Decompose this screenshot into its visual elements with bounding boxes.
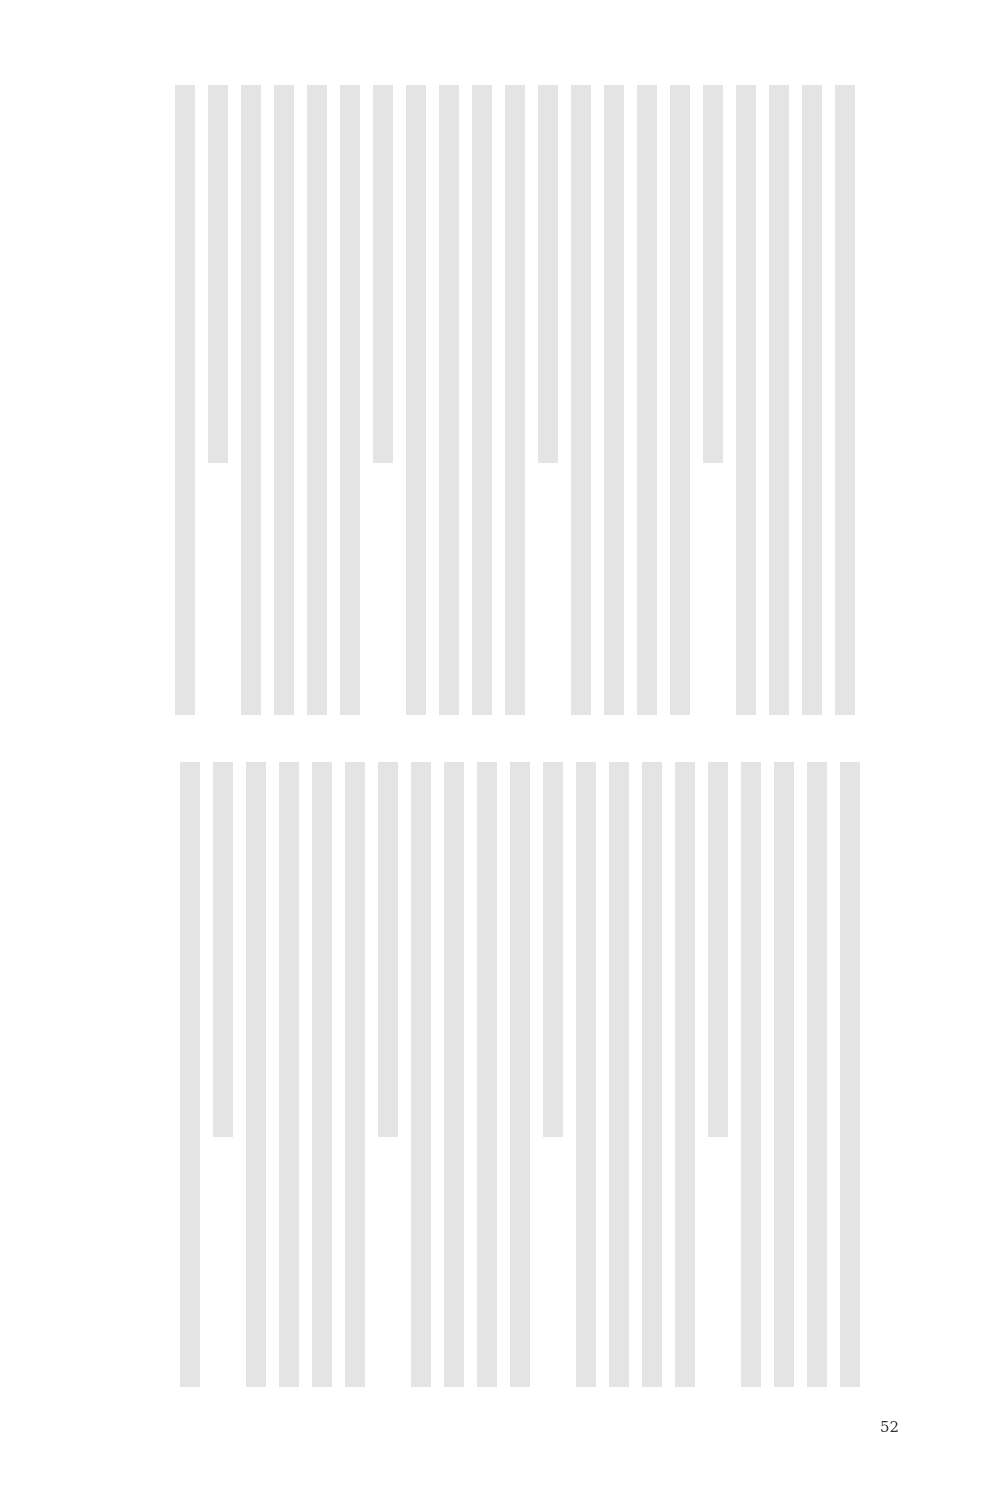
redacted-text-column <box>769 85 789 715</box>
redacted-text-column <box>378 762 398 1137</box>
redacted-text-column <box>670 85 690 715</box>
redacted-text-column <box>642 762 662 1387</box>
redacted-text-column <box>576 762 596 1387</box>
redacted-text-column <box>477 762 497 1387</box>
redacted-text-column <box>736 85 756 715</box>
redacted-text-column <box>175 85 195 715</box>
redacted-text-column <box>312 762 332 1387</box>
redacted-text-column <box>604 85 624 715</box>
redacted-text-column <box>180 762 200 1387</box>
redacted-text-column <box>543 762 563 1137</box>
redacted-text-column <box>741 762 761 1387</box>
redacted-text-column <box>571 85 591 715</box>
redacted-text-column <box>774 762 794 1387</box>
redacted-text-column <box>279 762 299 1387</box>
redacted-text-column <box>472 85 492 715</box>
redacted-text-column <box>307 85 327 715</box>
redacted-text-column <box>411 762 431 1387</box>
page-number: 52 <box>880 1418 900 1436</box>
text-block-bottom-redacted <box>160 762 860 1387</box>
text-block-top-redacted <box>165 85 855 715</box>
redacted-text-column <box>505 85 525 715</box>
redacted-text-column <box>246 762 266 1387</box>
redacted-text-column <box>835 85 855 715</box>
redacted-text-column <box>609 762 629 1387</box>
redacted-text-column <box>538 85 558 463</box>
redacted-text-column <box>444 762 464 1387</box>
redacted-text-column <box>802 85 822 715</box>
redacted-text-column <box>340 85 360 715</box>
redacted-text-column <box>439 85 459 715</box>
redacted-text-column <box>213 762 233 1137</box>
redacted-text-column <box>703 85 723 463</box>
redacted-text-column <box>373 85 393 463</box>
redacted-text-column <box>807 762 827 1387</box>
redacted-text-column <box>241 85 261 715</box>
redacted-text-column <box>675 762 695 1387</box>
redacted-text-column <box>840 762 860 1387</box>
redacted-text-column <box>345 762 365 1387</box>
redacted-text-column <box>274 85 294 715</box>
redacted-text-column <box>510 762 530 1387</box>
redacted-text-column <box>406 85 426 715</box>
redacted-text-column <box>208 85 228 463</box>
redacted-text-column <box>637 85 657 715</box>
redacted-text-column <box>708 762 728 1137</box>
